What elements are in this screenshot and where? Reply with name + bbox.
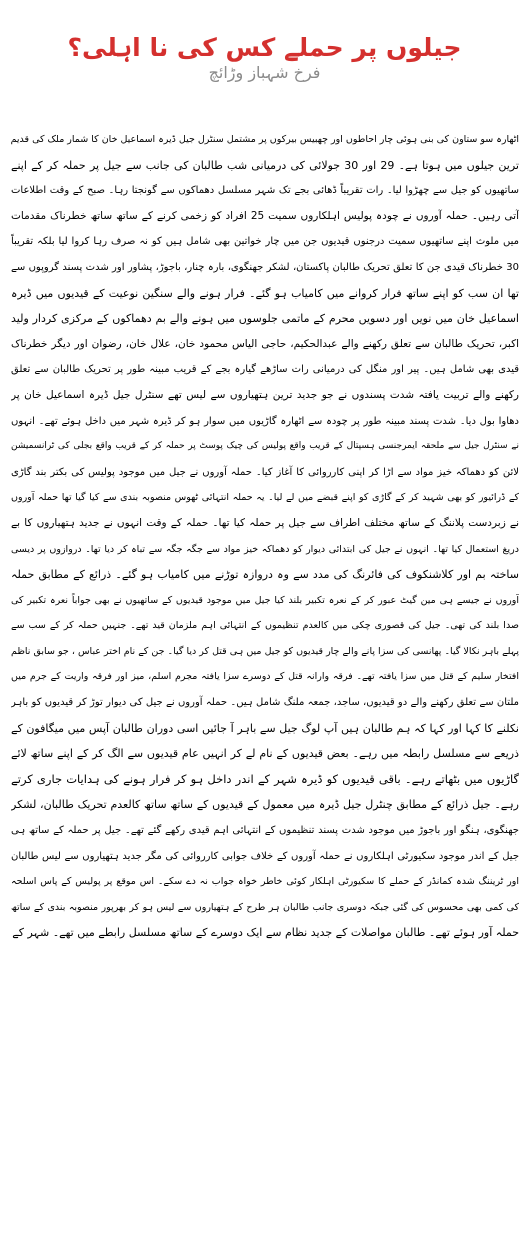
body-line: آوروں نے جیسے ہی مین گیٹ عبور کر کے نعرہ تکبیر بلند کیا جیل میں موجود قیدیوں کے ساتھیوں نے بھی جواباً نعرہ تکبیر کی	[11, 594, 519, 606]
body-line: پہلے باہر نکالا گیا۔ پھانسی کی سزا پانے والے چار قیدیوں کو جیل میں ہی قتل کر دیا گیا۔ جن کے نام اختر عباس ، جو سابق ناظم	[11, 645, 519, 657]
body-line: 30 خطرناک قیدی جن کا تعلق تحریک طالبان پاکستان، لشکر جھنگوی، بارہ چنار، باجوڑ، پشاور اور شدت پسند گروپوں سے	[11, 261, 519, 273]
body-line: نے سنٹرل جیل سے ملحقہ ایمرجنسی ہسپتال کے قریب واقع پولیس کی چیک پوسٹ پر حملہ کر کے قریب واقع بجلی کی ٹرانسمیشن	[11, 441, 519, 452]
body-line: میں ملوث اپنے ساتھیوں سمیت درجنوں قیدیوں جن میں چار خواتین بھی شامل ہیں کو نہ صرف رہا کروا لیا بلکہ تقریباً	[11, 236, 519, 248]
body-line: کی کمی بھی محسوس کی گئی جبکہ دوسری جانب طالبان ہر طرح کے ہتھیاروں سے لیس ہو کر بھرپور منصوبہ بندی کے ساتھ	[11, 901, 519, 913]
body-line: ساختہ بم اور کلاشنکوف کی فائرنگ کی مدد سے وہ دروازہ توڑنے میں کامیاب ہو گئے۔ ذرائع کے مطابق حملہ	[11, 568, 519, 582]
body-line: ذریعے سے مسلسل رابطہ میں رہے۔ بعض قیدیوں کے نام لے کر انہیں عام قیدیوں سے الگ کر کے اپنے ساتھ لائے	[11, 747, 519, 761]
body-line: اور ٹریننگ شدہ کمانڈر کے حملے کا سکیورٹی اہلکار کوئی خاطر خواہ جواب نہ دے سکے۔ اس موقع پر پولیس کے پاس اسلحہ	[11, 876, 519, 888]
body-line: آتی رہیں۔ حملہ آوروں نے چودہ پولیس اہلکاروں سمیت 25 افراد کو زخمی کرنے کے ساتھ ساتھ خطرناک مقدمات	[11, 209, 519, 222]
body-line: دریغ استعمال کیا تھا۔ انہوں نے جیل کی ابتدائی دیوار کو دھماکہ خیز مواد سے جگہ جگہ سے تباہ کر دیا تھا۔ دروازوں پر دیسی	[11, 543, 519, 555]
body-line: جیل کے اندر موجود سکیورٹی اہلکاروں نے حملہ آوروں کے خلاف جوابی کارروائی کی مگر جدید ہتھیاروں سے لیس طالبان	[11, 850, 519, 862]
body-line: گاڑیوں میں بٹھاتے رہے۔ باقی قیدیوں کو ڈیرہ شہر کے اندر داخل ہو کر فرار ہونے کی ہدایات جاری کرتے	[11, 771, 519, 786]
body-line: دھاوا بول دیا۔ شدت پسند مبینہ طور پر چودہ سے اٹھارہ گاڑیوں میں سوار ہو کر ڈیرہ شہر میں داخل ہوئے تھے۔ انہوں	[11, 415, 519, 427]
body-line: رکھنے والے تربیت یافتہ شدت پسندوں نے جو جدید ترین ہتھیاروں سے لیس تھے سنٹرل جیل ڈیرہ اسماعیل خان پر	[11, 388, 519, 401]
body-line: ترین جیلوں میں ہوتا ہے۔ 29 اور 30 جولائی کی درمیانی شب طالبان کی جانب سے جیل پر حملہ کر کے اپنے	[11, 158, 519, 172]
body-line: لائن کو دھماکہ خیز مواد سے اڑا کر اپنی کارروائی کا آغاز کیا۔ حملہ آوروں نے جیل میں موجود پولیس کی بکتر بند گاڑی	[11, 466, 519, 478]
body-line: رہے۔ جیل ذرائع کے مطابق چنٹرل جیل ڈیرہ میں معمول کے قیدیوں کے ساتھ ساتھ کالعدم تحریک طالبان، لشکر	[11, 798, 519, 812]
body-line: ملتان سے تعلق رکھنے والے دو قیدیوں، ساجد، جمعہ ملنگ شامل ہیں۔ حملہ آوروں نے جیل کی دیوار توڑ کر قیدیوں کو باہر	[11, 697, 519, 709]
body-line: صدا بلند کی تھی۔ جیل کی قصوری چکی میں کالعدم تنظیموں کے انتہائی اہم ملزمان قید تھے۔ جنہیں حملہ کر کے سب سے	[11, 620, 519, 632]
body-line: قیدی بھی شامل ہیں۔ پیر اور منگل کی درمیانی رات ساڑھے گیارہ بجے کے قریب مبینہ طور پر تحریک طالبان سے تعلق	[11, 364, 519, 376]
body-line: کے ڈرائیور کو بھی شہید کر کے گاڑی کو اپنے قبضے میں لے لیا۔ یہ حملہ انتہائی ٹھوس منصوبہ بندی سے کیا گیا تھا حملہ آوروں	[11, 492, 519, 504]
body-line: افتخار سلیم کے قتل میں سزا یافتہ تھے۔ فرقہ وارانہ قتل کے دوسرے سزا یافتہ مجرم اسلم، میز اور فرقہ واریت کے جرم میں	[11, 671, 519, 683]
body-line: تھا ان سب کو اپنے ساتھ فرار کروانے میں کامیاب ہو گئے۔ فرار ہونے والے سنگین نوعیت کے قیدیوں میں ڈیرہ	[11, 286, 519, 300]
body-line: اسماعیل خان میں نویں اور دسویں محرم کے ماتمی جلوسوں میں ہونے والے بم دھماکوں کے مرکزی کردار ولید	[11, 312, 519, 326]
author-byline: فرخ شہباز وڑائچ	[208, 63, 321, 82]
body-line: نے زبردست پلاننگ کے ساتھ مختلف اطراف سے جیل پر حملہ کیا تھا۔ حملہ کے وقت انہوں نے جدید ہتھیاروں کا بے	[11, 516, 519, 529]
article-body	[11, 127, 519, 1255]
article-title: جیلوں پر حملے کس کی نا اہلی؟	[67, 32, 462, 62]
body-line: حملہ آور ہوئے تھے۔ طالبان مواصلات کے جدید نظام سے ایک دوسرے کے ساتھ مسلسل رابطے میں تھے۔ شہر کے	[12, 926, 519, 940]
body-line: ساتھیوں کو جیل سے چھڑوا لیا۔ رات تقریباً ڈھائی بجے تک شہر مسلسل دھماکوں سے گونجتا رہا۔ صبح کے وقت اطلاعات	[11, 185, 519, 197]
body-line: اٹھارہ سو ستاون کی بنی ہوئی چار احاطوں اور چھبیس بیرکوں پر مشتمل سنٹرل جیل ڈیرہ اسماعیل خان کا شمار ملک کی قدیم	[11, 134, 519, 145]
body-line: اکبر، تحریک طالبان سے تعلق رکھنے والے عبدالحکیم، حاجی الیاس محمود خان، علال خان، رضوان اور دیگر خطرناک	[11, 337, 519, 350]
body-line: جھنگوی، ہنگو اور باجوڑ میں موجود شدت پسند تنظیموں کے انتہائی اہم قیدی رکھے گئے تھے۔ جیل پر حملہ کے ساتھ ہی	[11, 825, 519, 837]
body-line: نکلنے کا کہا اور کہا کہ ہم طالبان ہیں آپ لوگ جیل سے باہر آ جائیں اسی دوران طالبان آپس میں میگافون کے	[11, 721, 519, 735]
